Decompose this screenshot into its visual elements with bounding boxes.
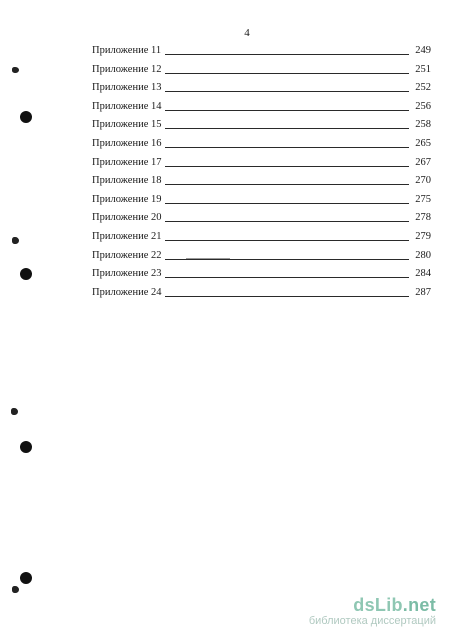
toc-entry-label: Приложение 17 [92, 156, 162, 168]
toc-leader-line [165, 240, 409, 241]
toc-entry-label: Приложение 19 [92, 193, 162, 205]
toc-entry-label: Приложение 18 [92, 175, 162, 187]
toc-entry [92, 116, 431, 135]
toc-entry-label: Приложение 14 [92, 100, 162, 112]
toc-entry-page: 256 [415, 100, 431, 112]
toc-entry-label: Приложение 24 [92, 286, 162, 298]
toc-leader-line [165, 73, 409, 74]
toc-entry-label: Приложение 11 [92, 45, 162, 56]
scan-faint-mark [186, 258, 230, 259]
toc-entry [92, 42, 431, 61]
toc-leader-line [165, 128, 409, 129]
toc-entry-label: Приложение 13 [92, 82, 162, 94]
watermark-logo [309, 595, 436, 615]
toc-leader-line [165, 203, 409, 204]
page-number: 4 [244, 27, 250, 39]
scan-speck [12, 67, 19, 73]
toc-entry-page: 270 [415, 175, 431, 187]
toc-entry-label: Приложение 12 [92, 63, 162, 75]
watermark-subtitle: библиотека диссертаций [308, 615, 436, 627]
toc-entry [92, 79, 431, 98]
toc-leader-line [165, 166, 409, 167]
toc-entry [92, 191, 431, 210]
toc-entry-page: 258 [415, 119, 431, 131]
scan-speck [12, 237, 19, 244]
toc-entry-page: 278 [415, 212, 431, 224]
toc-entry [92, 135, 431, 154]
toc-entry [92, 209, 431, 228]
toc-entry [92, 228, 431, 247]
scan-speck [12, 586, 19, 593]
toc-leader-line [165, 184, 409, 185]
binder-hole [20, 572, 32, 584]
table-of-contents [92, 42, 431, 302]
toc-leader-line [165, 110, 409, 111]
toc-entry [92, 61, 431, 80]
toc-entry-page: 284 [415, 268, 431, 280]
toc-leader-line [165, 221, 409, 222]
toc-entry-label: Приложение 15 [92, 119, 162, 131]
toc-entry-label: Приложение 20 [92, 212, 162, 224]
toc-entry [92, 247, 431, 266]
toc-entry-page: 279 [415, 230, 431, 242]
toc-entry [92, 284, 431, 303]
watermark [309, 595, 436, 628]
toc-entry-page: 280 [415, 249, 431, 261]
toc-entry-label: Приложение 22 [92, 249, 162, 261]
toc-entry [92, 98, 431, 117]
toc-entry-page: 249 [415, 45, 431, 56]
toc-leader-line [165, 277, 409, 278]
toc-entry-page: 275 [415, 193, 431, 205]
toc-entry-page: 267 [415, 156, 431, 168]
toc-entry-label: Приложение 16 [92, 137, 162, 149]
toc-entry [92, 154, 431, 173]
toc-entry-page: 265 [415, 137, 431, 149]
binder-hole [20, 111, 32, 123]
toc-entry-label: Приложение 23 [92, 268, 162, 280]
toc-entry [92, 265, 431, 284]
watermark-logo-main: dsLib [353, 595, 403, 615]
toc-entry [92, 172, 431, 191]
toc-leader-line [165, 54, 409, 55]
watermark-logo-suffix: .net [402, 595, 436, 615]
binder-hole [20, 441, 32, 453]
binder-hole [20, 268, 32, 280]
toc-leader-line [165, 91, 409, 92]
scan-speck [11, 408, 18, 415]
toc-entry-page: 251 [415, 63, 431, 75]
toc-entry-page: 252 [415, 82, 431, 94]
toc-leader-line [165, 147, 409, 148]
toc-leader-line [165, 296, 409, 297]
toc-entry-label: Приложение 21 [92, 230, 162, 242]
toc-entry-page: 287 [415, 286, 431, 298]
